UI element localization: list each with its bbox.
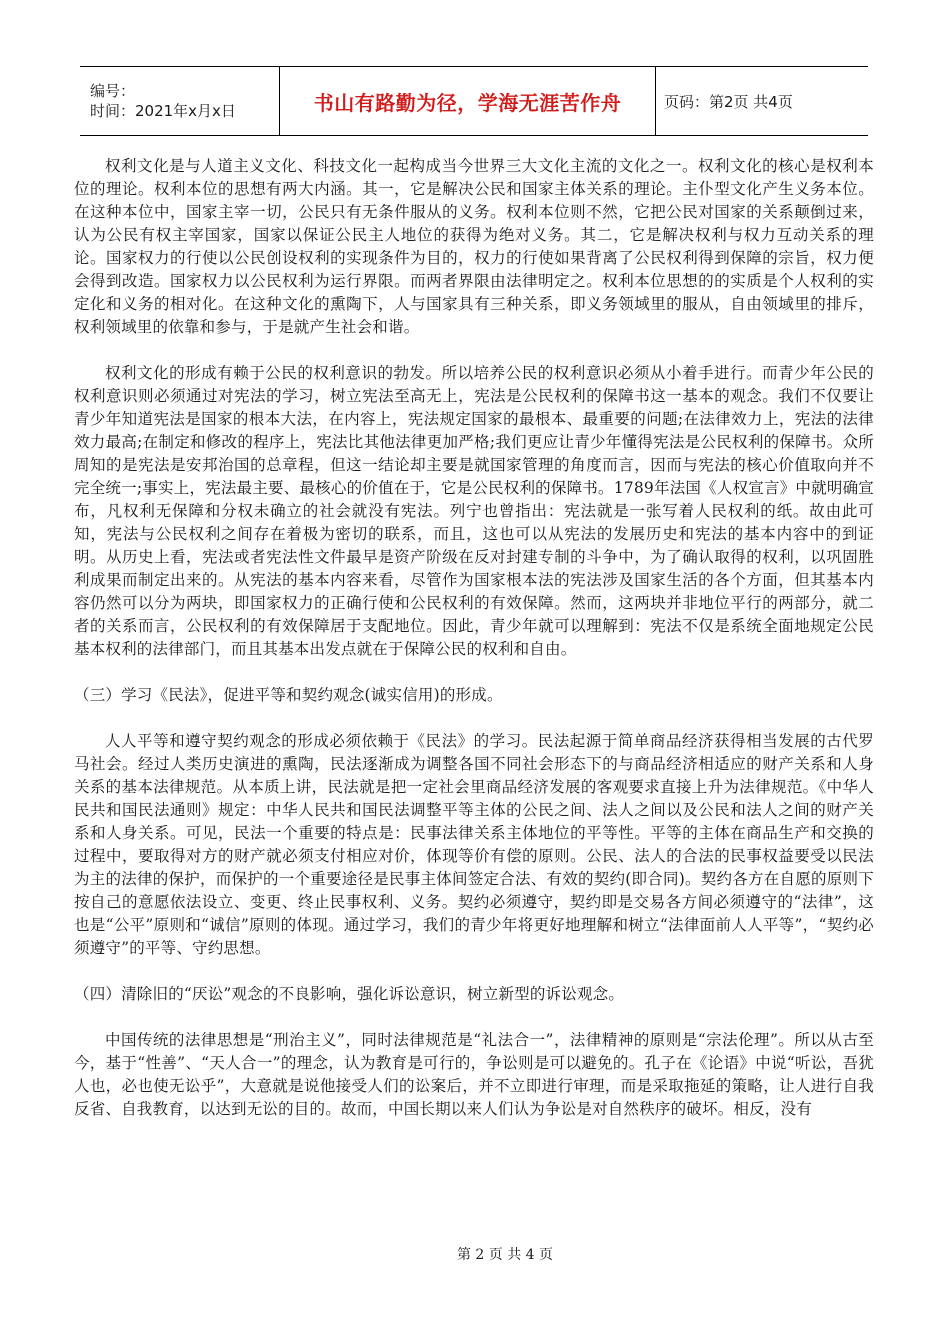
document-number-label: 编号： (90, 82, 136, 100)
section-heading-litigation: （四）清除旧的“厌讼”观念的不良影响，强化诉讼意识，树立新型的诉讼观念。 (74, 985, 625, 1003)
page-footer: 第 2 页 共 4 页 (456, 1247, 554, 1263)
header-page-cell (656, 67, 868, 135)
document-time-label: 时间：2021年x月x日 (90, 102, 236, 120)
document-body (74, 155, 874, 1144)
paragraph-litigation: 中国传统的法律思想是“刑治主义”，同时法律规范是“礼法合一”，法律精神的原则是“宗法伦理”。所以从古至今，基于“性善”、“天人合一”的理念，认为教育是可行的，争讼则是可以避免的。孔子在《论语》中说“听讼，吾犹人也，必也使无讼乎”，大意就是说他接受人们的讼案后，并不立即进行审理，而是采取拖延的策略，让人进行自我反省、自我教育，以达到无讼的目的。故而，中国长期以来人们认为争讼是对自然秩序的破坏。相反，没有 (74, 1031, 874, 1118)
paragraph-civil-law: 人人平等和遵守契约观念的形成必须依赖于《民法》的学习。民法起源于简单商品经济获得相当发展的古代罗马社会。经过人类历史演进的熏陶，民法逐渐成为调整各国不同社会形态下的与商品经济相适应的财产关系和人身关系的基本法律规范。从本质上讲，民法就是把一定社会里商品经济发展的客观要求直接上升为法律规范。《中华人民共和国民法通则》规定：中华人民共和国民法调整平等主体的公民之间、法人之间以及公民和法人之间的财产关系和人身关系。可见，民法一个重要的特点是：民事法律关系主体地位的平等性。平等的主体在商品生产和交换的过程中，要取得对方的财产就必须支付相应对价，体现等价有偿的原则。公民、法人的合法的民事权益要受以民法为主的法律的保护，而保护的一个重要途径是民事主体间签定合法、有效的契约(即合同)。契约各方在自愿的原则下按自己的意愿依法设立、变更、终止民事权利、义务。契约必须遵守，契约即是交易各方间必须遵守的“法律”，这也是“公平”原则和“诚信”原则的体现。通过学习，我们的青少年将更好地理解和树立“法律面前人人平等”，“契约必须遵守”的平等、守约思想。 (74, 732, 874, 957)
page-header (80, 66, 868, 136)
section-heading-civil-law: （三）学习《民法》，促进平等和契约观念(诚实信用)的形成。 (74, 686, 503, 704)
paragraph-rights-awareness: 权利文化的形成有赖于公民的权利意识的勃发。所以培养公民的权利意识必须从小着手进行。而青少年公民的权利意识则必须通过对宪法的学习，树立宪法至高无上，宪法是公民权利的保障书这一基本的观念。我们不仅要让青少年知道宪法是国家的根本大法，在内容上，宪法规定国家的最根本、最重要的问题;在法律效力上，宪法的法律效力最高;在制定和修改的程序上，宪法比其他法律更加严格;我们更应让青少年懂得宪法是公民权利的保障书。众所周知的是宪法是安邦治国的总章程，但这一结论却主要是就国家管理的角度而言，因而与宪法的核心价值取向并不完全统一;事实上，宪法最主要、最核心的价值在于，它是公民权利的保障书。1789年法国《人权宣言》中就明确宣布，凡权利无保障和分权未确立的社会就没有宪法。列宁也曾指出：宪法就是一张写着人民权利的纸。故由此可知，宪法与公民权利之间存在着极为密切的联系，而且，这也可以从宪法的发展历史和宪法的基本内容中的到证明。从历史上看，宪法或者宪法性文件最早是资产阶级在反对封建专制的斗争中，为了确认取得的权利，以巩固胜利成果而制定出来的。从宪法的基本内容来看，尽管作为国家根本法的宪法涉及国家生活的各个方面，但其基本内容仍然可以分为两块，即国家权力的正确行使和公民权利的有效保障。然而，这两块并非地位平行的两部分，就二者的关系而言，公民权利的有效保障居于支配地位。因此，青少年就可以理解到：宪法不仅是系统全面地规定公民基本权利的法律部门，而且其基本出发点就在于保障公民的权利和自由。 (74, 364, 874, 658)
header-meta (80, 67, 280, 135)
header-motto-cell (280, 67, 656, 135)
paragraph-rights-culture: 权利文化是与人道主义文化、科技文化一起构成当今世界三大文化主流的文化之一。权利文化的核心是权利本位的理论。权利本位的思想有两大内涵。其一，它是解决公民和国家主体关系的理论。主仆型文化产生义务本位。在这种本位中，国家主宰一切，公民只有无条件服从的义务。权利本位则不然，它把公民对国家的关系颠倒过来，认为公民有权主宰国家，国家以保证公民主人地位的获得为绝对义务。其二，它是解决权利与权力互动关系的理论。国家权力的行使以公民创设权利的实现条件为目的，权力的行使如果背离了公民权利得到保障的宗旨，权力便会得到改造。国家权力以公民权利为运行界限。而两者界限由法律明定之。权利本位思想的的实质是个人权利的实定化和义务的相对化。在这种文化的熏陶下，人与国家具有三种关系，即义务领域里的服从，自由领域里的排斥，权利领域里的依靠和参与，于是就产生社会和谐。 (74, 157, 874, 336)
header-page-label: 页码：第2页 共4页 (664, 92, 793, 111)
header-motto: 书山有路勤为径，学海无涯苦作舟 (313, 90, 622, 115)
